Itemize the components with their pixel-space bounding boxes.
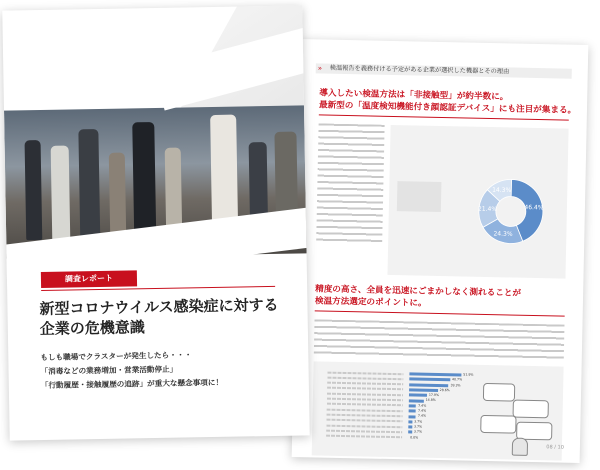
headline2-line1: 精度の高さ、全員を迅速にごまかしなく測れることが xyxy=(315,284,522,299)
person-icon xyxy=(512,438,528,456)
pie-value-label: 14.3% xyxy=(492,186,512,195)
headline2-rule xyxy=(315,310,565,316)
back-page xyxy=(292,39,589,463)
bar-value-label: 51.9% xyxy=(463,372,474,377)
bar-value-label: 14.8% xyxy=(425,398,436,403)
cover-body-line3: 「行動履歴・接触履歴の追跡」が重大な懸念事項に！ xyxy=(40,377,224,391)
section-title: 検温報告を義務付ける予定がある企業が選択した機器とその理由 xyxy=(329,64,510,76)
pie-value-label: 46.4% xyxy=(524,204,544,212)
chevron-icon: » xyxy=(317,64,323,73)
bar xyxy=(409,410,416,413)
report-tag: 調査レポート xyxy=(41,270,137,288)
bar xyxy=(409,388,438,392)
bar-value-label: 40.7% xyxy=(451,377,463,382)
body-paragraph-2 xyxy=(314,319,565,360)
cover-body-line1: もしも職場でクラスターが発生したら・・・ xyxy=(40,350,193,363)
bar xyxy=(408,420,412,423)
cover-title-line2: 企業の危機意識 xyxy=(39,318,145,339)
bar xyxy=(409,399,424,402)
speech-bubble xyxy=(483,383,515,402)
cover-body-line2: 「消毒などの業務増加・営業活動停止」 xyxy=(40,364,178,377)
body-paragraph-1 xyxy=(300,39,588,45)
headline1-line1: 導入したい検温方法は「非接触型」が約半数に。 xyxy=(319,88,509,103)
pie-value-label: 24.3% xyxy=(493,230,513,238)
speech-bubble xyxy=(480,415,516,434)
speech-bubble xyxy=(513,400,549,419)
headline1-line2: 最新型の「温度検知機能付き顔認証デバイス」にも注目が集まる。 xyxy=(318,100,577,116)
pie-value-label: 21.4% xyxy=(477,205,498,213)
bar-value-label: 7.4% xyxy=(418,408,427,413)
device-thumbnail xyxy=(397,181,442,212)
headline2-line2: 検温方法選定のポイントに。 xyxy=(314,296,427,309)
bar-value-label: 3.7% xyxy=(413,424,423,429)
bar-category-label xyxy=(326,435,402,439)
cover-title-line1: 新型コロナウイルス感染症に対する xyxy=(39,295,279,319)
bar-value-label: 3.7% xyxy=(413,429,423,434)
bar xyxy=(409,394,427,397)
bar-value-label: 7.4% xyxy=(418,403,427,408)
front-page xyxy=(2,5,309,440)
bar-value-label: 7.4% xyxy=(417,413,427,419)
pie-chart xyxy=(460,160,562,262)
bar xyxy=(409,404,416,407)
bar-value-label: 0.0% xyxy=(410,434,419,440)
bar-value-label: 17.9% xyxy=(428,392,440,398)
bar-value-label: 3.7% xyxy=(414,419,423,424)
bar-value-label: 28.6% xyxy=(439,387,450,393)
bar xyxy=(408,431,412,434)
cover-photo xyxy=(4,105,307,258)
bar xyxy=(408,415,415,418)
bar-value-label: 39.3% xyxy=(450,382,461,388)
page-number: 08 / 10 xyxy=(546,444,564,451)
bar xyxy=(408,426,412,429)
